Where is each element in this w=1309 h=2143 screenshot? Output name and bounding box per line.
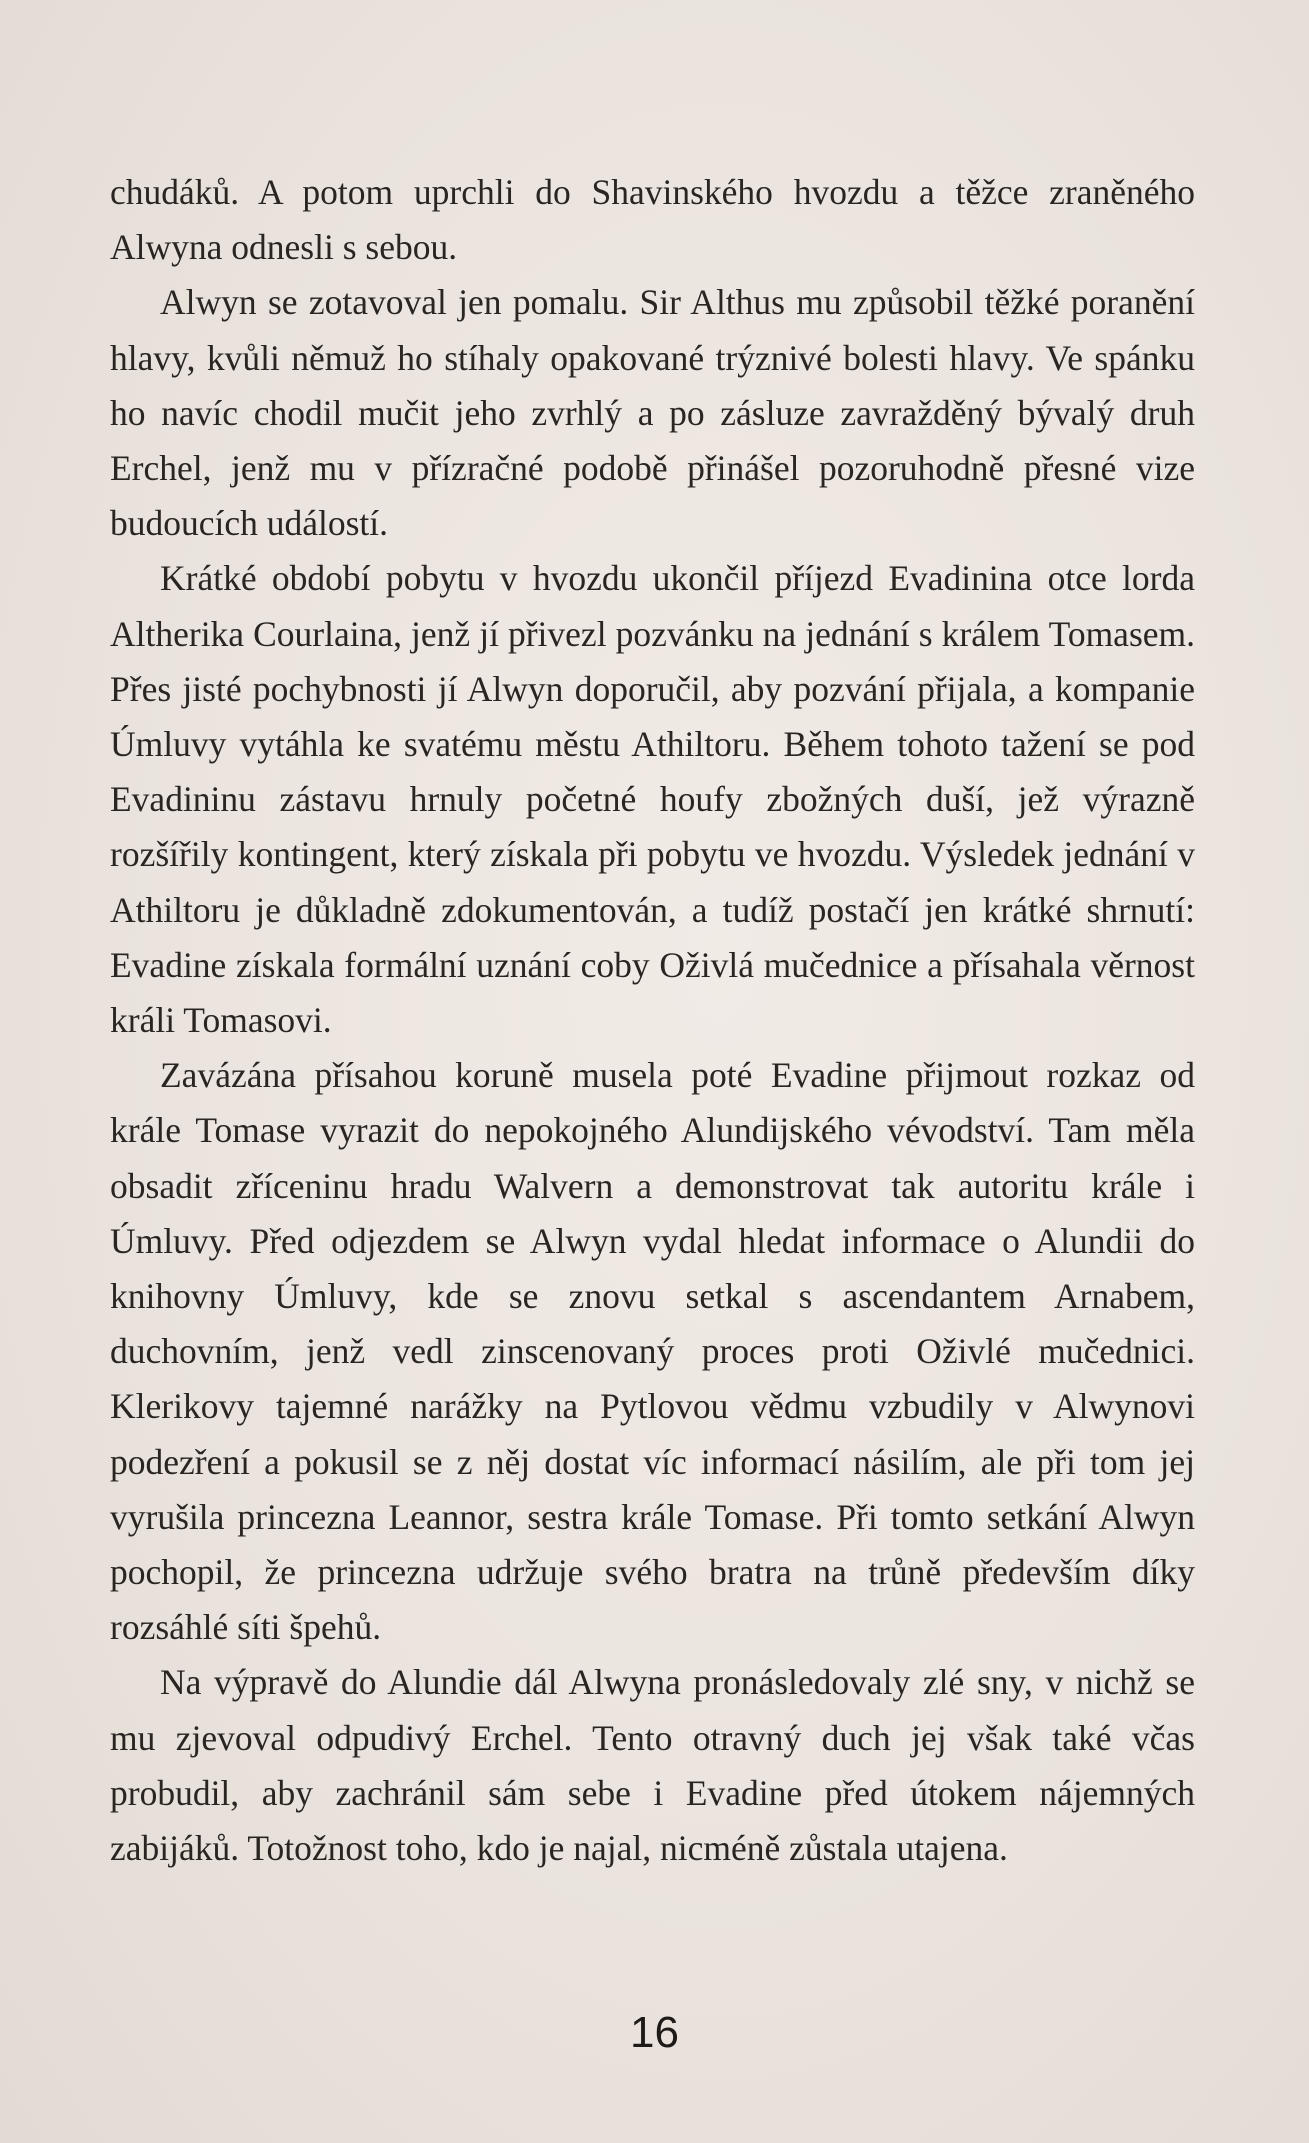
paragraph-4: Zavázána přísahou koruně musela poté Evadine přijmout rozkaz od krále Tomase vyrazit do nepokojného Alundijského vévodství. Tam měla obsadit zříceninu hradu Walvern a demonstrovat tak autoritu krále i Úmluvy. Před odjezdem se Alwyn vydal hledat informace o Alundii do knihovny Úmluvy, kde se znovu setkal s ascendantem Arnabem, duchovním, jenž vedl zinscenovaný proces proti Oživlé mučednici. Klerikovy tajemné narážky na Pytlovou vědmu vzbudily v Alwynovi podezření a pokusil se z něj dostat víc informací násilím, ale při tom jej vyrušila princezna Leannor, sestra krále Tomase. Při tomto setkání Alwyn pochopil, že princezna udržuje svého bratra na trůně především díky rozsáhlé síti špehů. xyxy=(110,1055,1195,1648)
page-number: 16 xyxy=(630,2008,679,2057)
paragraph-1: chudáků. A potom uprchli do Shavinského hvozdu a těžce zraněného Alwyna odnesli s sebou. xyxy=(110,172,1195,268)
paragraph-2: Alwyn se zotavoval jen pomalu. Sir Althus mu způsobil těžké poranění hlavy, kvůli němuž ho stíhaly opakované trýznivé bolesti hlavy. Ve spánku ho navíc chodil mučit jeho zvrhlý a po zásluze zavražděný bývalý druh Erchel, jenž mu v přízračné podobě přinášel pozoruhodně přesné vize budoucích událostí. xyxy=(110,282,1195,544)
paragraph-5: Na výpravě do Alundie dál Alwyna pronásledovaly zlé sny, v nichž se mu zjevoval odpudivý Erchel. Tento otravný duch jej však také včas probudil, aby zachránil sám sebe i Evadine před útokem nájemných zabijáků. Totožnost toho, kdo je najal, nicméně zůstala utajena. xyxy=(110,1662,1195,1869)
paragraph-3: Krátké období pobytu v hvozdu ukončil příjezd Evadinina otce lorda Altherika Courlaina, jenž jí přivezl pozvánku na jednání s králem Tomasem. Přes jisté pochybnosti jí Alwyn doporučil, aby pozvání přijala, a kompanie Úmluvy vytáhla ke svatému městu Athiltoru. Během tohoto tažení se pod Evadininu zástavu hrnuly početné houfy zbožných duší, jež výrazně rozšířily kontingent, který získala při pobytu ve hvozdu. Výsledek jednání v Athiltoru je důkladně zdokumentován, a tudíž postačí jen krátké shrnutí: Evadine získala formální uznání coby Oživlá mučednice a přísahala věrnost králi Tomasovi. xyxy=(110,558,1195,1041)
body-text xyxy=(110,165,1195,1876)
